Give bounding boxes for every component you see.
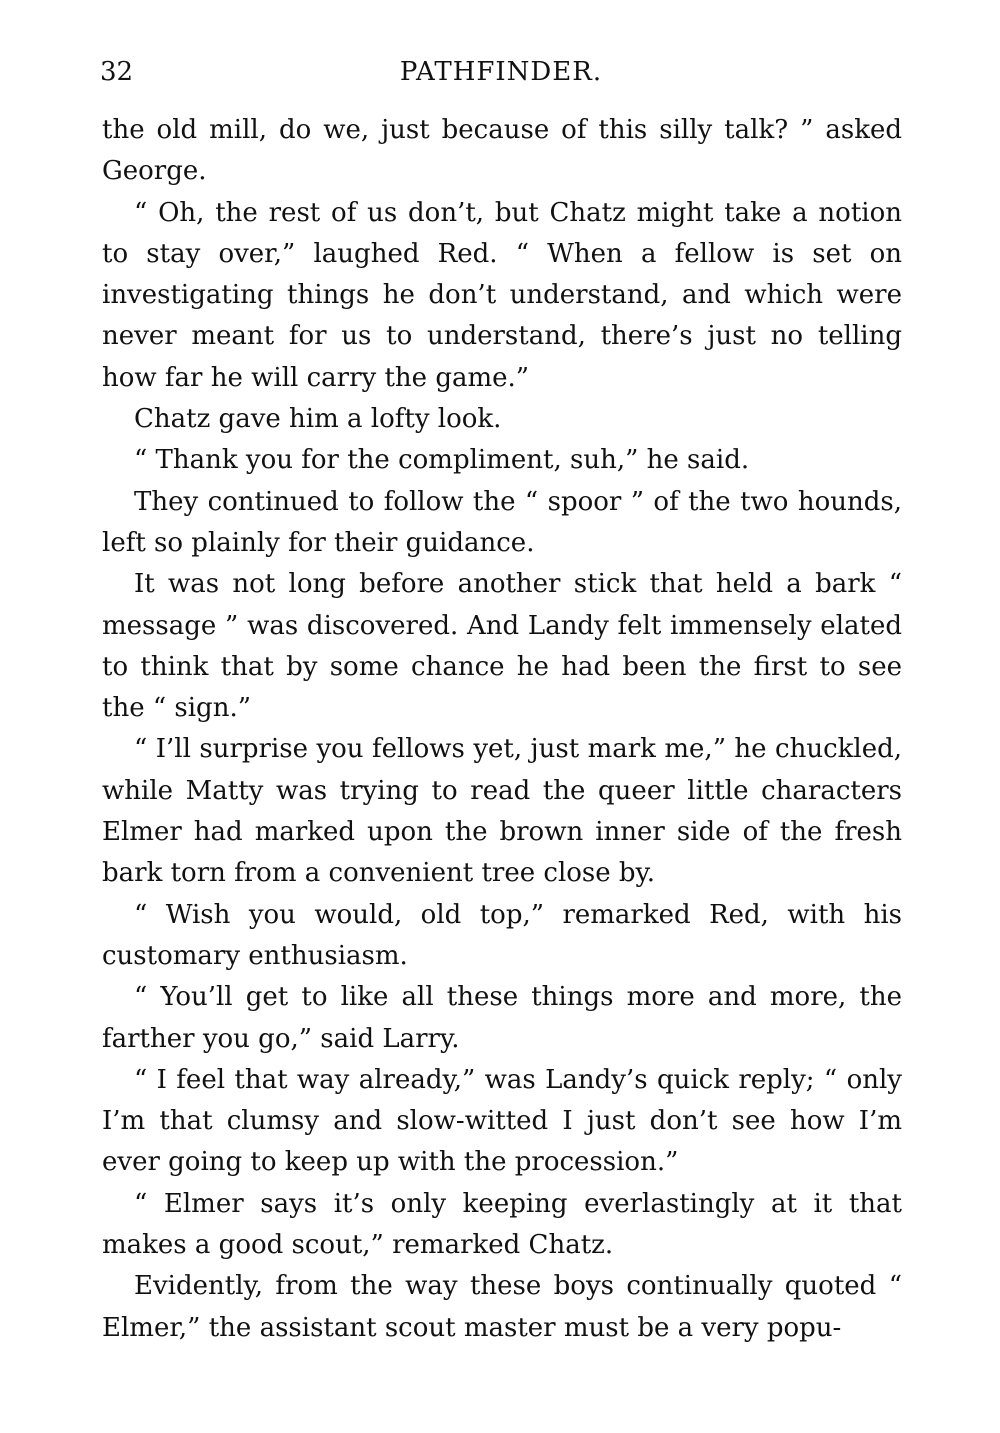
paragraph: “ Oh, the rest of us don’t, but Chatz might take a notion to stay over,” laughed Red. “ When a fellow is set on investigating things he don’t understand, and which were never meant for us to understand, there’s just no telling how far he will carry the game.” — [102, 197, 902, 393]
paragraph: “ Wish you would, old top,” remarked Red, with his customary enthusiasm. — [102, 899, 902, 971]
paragraph: It was not long before another stick that held a bark “ message ” was discovered. And Landy felt immensely elated to think that by some chance he had been the first to see the “ sign.” — [102, 569, 902, 724]
page-number: 32 — [100, 57, 134, 87]
paragraph: Evidently, from the way these boys continually quoted “ Elmer,” the assistant scout master must be a very popu- — [102, 1271, 902, 1343]
paragraph: Chatz gave him a lofty look. — [134, 404, 502, 435]
body-text — [102, 110, 902, 1349]
paragraph: They continued to follow the “ spoor ” of the two hounds, left so plainly for their guidance. — [102, 486, 902, 558]
paragraph: “ Elmer says it’s only keeping everlastingly at it that makes a good scout,” remarked Chatz. — [102, 1188, 902, 1261]
paragraph: the old mill, do we, just because of this silly talk? ” asked George. — [102, 115, 902, 187]
running-head — [100, 52, 902, 92]
paragraph: “ I feel that way already,” was Landy’s quick reply; “ only I’m that clumsy and slow-witted I just don’t see how I’m ever going to keep up with the procession.” — [102, 1064, 902, 1178]
running-title: PATHFINDER. — [399, 57, 603, 87]
paragraph: “ You’ll get to like all these things more and more, the farther you go,” said Larry. — [102, 982, 902, 1054]
paragraph: “ I’ll surprise you fellows yet, just mark me,” he chuckled, while Matty was trying to read the queer little characters Elmer had marked upon the brown inner side of the fresh bark torn from a convenient tree close by. — [102, 734, 902, 889]
paragraph: “ Thank you for the compliment, suh,” he said. — [134, 445, 750, 476]
